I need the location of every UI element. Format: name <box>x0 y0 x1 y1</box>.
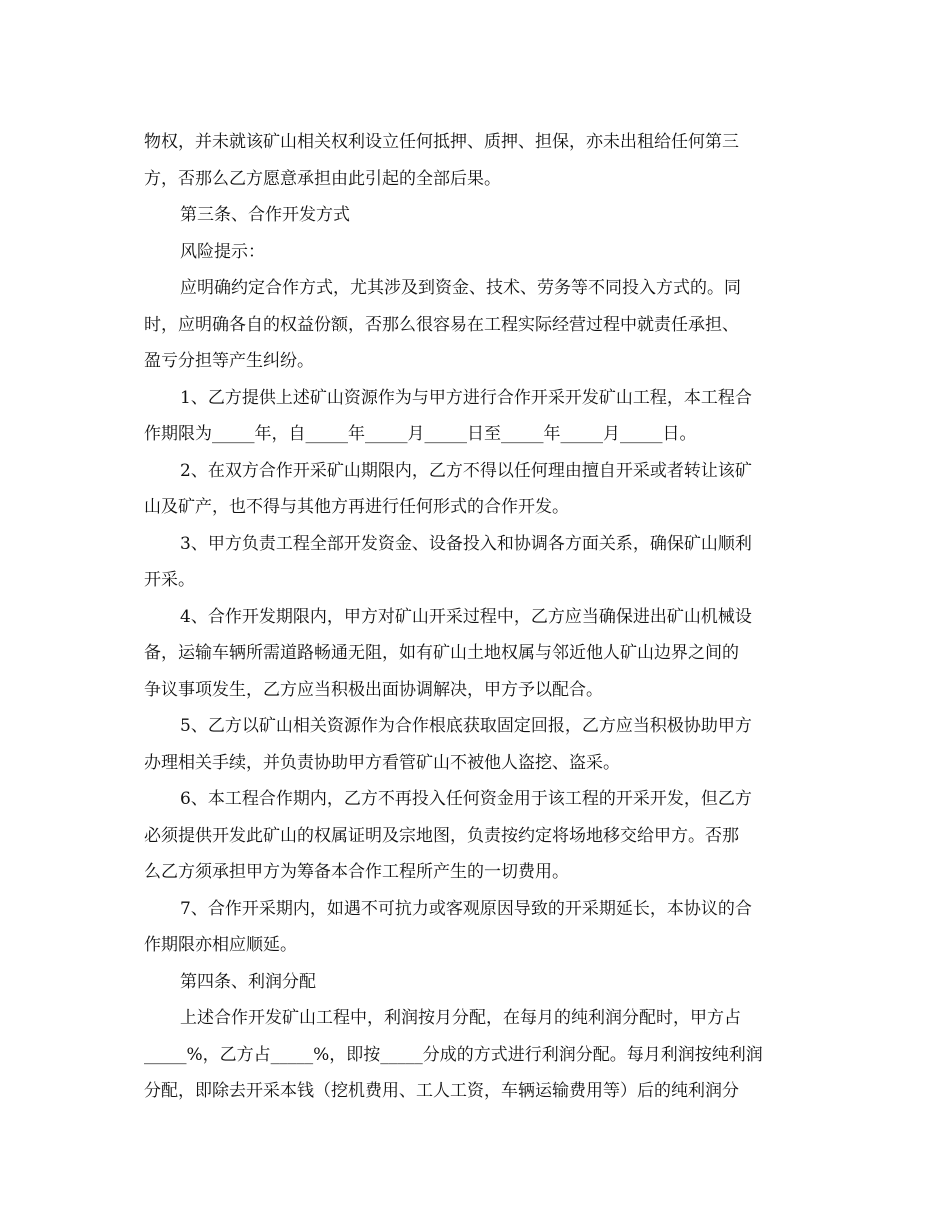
clause-line: 必须提供开发此矿山的权属证明及宗地图，负责按约定将场地移交给甲方。否那 <box>144 825 739 846</box>
section-heading: 第三条、合作开发方式 <box>180 205 350 225</box>
clause-line: 作期限亦相应顺延。 <box>144 935 297 955</box>
text-line: 时，应明确各自的权益份额，否那么很容易在工程实际经营过程中就责任承担、 <box>144 314 739 335</box>
clause-line: 6、本工程合作期内，乙方不再投入任何资金用于该工程的开采开发，但乙方 <box>180 789 752 809</box>
risk-note-label: 风险提示： <box>180 241 265 262</box>
clause-line: 备，运输车辆所需道路畅通无阻，如有矿山土地权属与邻近他人矿山边界之间的 <box>144 643 739 663</box>
clause-line: 7、合作开采期内，如遇不可抗力或客观原因导致的开采期延长，本协议的合 <box>180 898 752 919</box>
text-line: _____%，乙方占_____%，即按_____分成的方式进行利润分配。每月利润按纯利润 <box>144 1044 763 1065</box>
text-line: 分配，即除去开采本钱（挖机费用、工人工资，车辆运输费用等）后的纯利润分 <box>144 1081 739 1101</box>
clause-line: 办理相关手续，并负责协助甲方看管矿山不被他人盗挖、盗采。 <box>144 752 620 773</box>
text-line: 上述合作开发矿山工程中，利润按月分配，在每月的纯利润分配时，甲方占 <box>180 1008 741 1028</box>
clause-line: 争议事项发生，乙方应当积极出面协调解决，甲方予以配合。 <box>144 679 603 700</box>
clause-line: 3、甲方负责工程全部开发资金、设备投入和协调各方面关系，确保矿山顺利 <box>180 533 752 554</box>
clause-line: 开采。 <box>144 570 195 590</box>
text-line: 盈亏分担等产生纠纷。 <box>144 351 314 371</box>
clause-line: 么乙方须承担甲方为筹备本合作工程所产生的一切费用。 <box>144 862 569 882</box>
clause-line: 山及矿产，也不得与其他方再进行任何形式的合作开发。 <box>144 497 569 517</box>
text-line: 应明确约定合作方式，尤其涉及到资金、技术、劳务等不同投入方式的。同 <box>180 278 741 298</box>
clause-line: 5、乙方以矿山相关资源作为合作根底获取固定回报，乙方应当积极协助甲方 <box>180 716 752 736</box>
clause-line: 4、合作开发期限内，甲方对矿山开采过程中，乙方应当确保进出矿山机械设 <box>180 606 752 627</box>
clause-line: 1、乙方提供上述矿山资源作为与甲方进行合作开采开发矿山工程，本工程合 <box>180 387 752 408</box>
text-line: 方，否那么乙方愿意承担由此引起的全部后果。 <box>144 168 501 189</box>
clause-line: 作期限为_____年，自_____年_____月_____日至_____年_____月_____日。 <box>144 424 697 444</box>
section-heading: 第四条、利润分配 <box>180 971 316 992</box>
clause-line: 2、在双方合作开采矿山期限内，乙方不得以任何理由擅自开采或者转让该矿 <box>180 460 752 481</box>
document-body <box>144 124 808 1110</box>
text-line: 物权，并未就该矿山相关权利设立任何抵押、质押、担保，亦未出租给任何第三 <box>144 132 739 152</box>
